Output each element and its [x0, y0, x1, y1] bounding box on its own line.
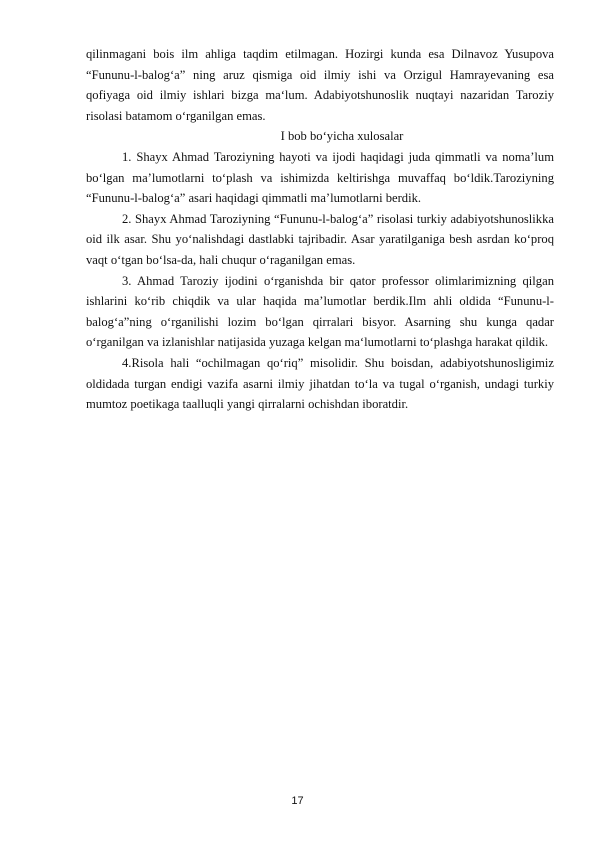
section-heading: I bob bo‘yicha xulosalar: [280, 129, 404, 144]
conclusion-item-3: 3. Ahmad Taroziy ijodini oʻrganishda bir qator professor olimlarimizning qilgan ishlarini koʻrib chiqdik va ular haqida ma’lumotlar berdik.Ilm ahli oldida “Fununu-l-balogʻa”ning oʻrganilishi lozim boʻlgan qirralari bisyor. Asarning shu kunga qadar oʻrganilgan va izlanishlar natijasida yuzaga kelgan maʻlumotlarni toʻplashga harakat qildik.: [86, 273, 554, 350]
conclusion-item-2: 2. Shayx Ahmad Taroziyning “Fununu-l-balogʻa” risolasi turkiy adabiyotshunoslikka oid ilk asar. Shu yoʻnalishdagi dastlabki tajribadir. Asar yaratilganiga besh asrdan koʻproq vaqt oʻtgan boʻlsa-da, hali chuqur oʻraganilgan emas.: [86, 211, 554, 267]
conclusion-item-4: 4.Risola hali “ochilmagan qoʻriq” misolidir. Shu boisdan, adabiyotshunosligimiz oldidada turgan endigi vazifa asarni ilmiy jihatdan toʻla va tugal oʻrganish, undagi turkiy mumtoz poetikaga taalluqli yangi qirralarni ochishdan iboratdir.: [86, 355, 554, 412]
body-text: [86, 44, 554, 415]
page-number: 17: [291, 795, 304, 807]
intro-paragraph: qilinmagani bois ilm ahliga taqdim etilmagan. Hozirgi kunda esa Dilnavoz Yusupova “Fununu-l-balogʻa” ning aruz qismiga oid ilmiy ishi va Orzigul Hamrayevaning esa qofiyaga oid ilmiy ishlari bizga maʻlum. Adabiyotshunoslik nuqtayi nazaridan Taroziy risolasi batamom oʻrganilgan emas.: [86, 47, 554, 123]
conclusion-item-1: 1. Shayx Ahmad Taroziyning hayoti va ijodi haqidagi juda qimmatli va noma’lum bo‘lgan ma’lumotlarni to‘plash va ishimizda keltirishga muvaffaq bo‘ldik.Taroziyning “Fununu-l-balog‘a” asari haqidagi qimmatli ma’lumotlarni berdik.: [86, 149, 554, 206]
